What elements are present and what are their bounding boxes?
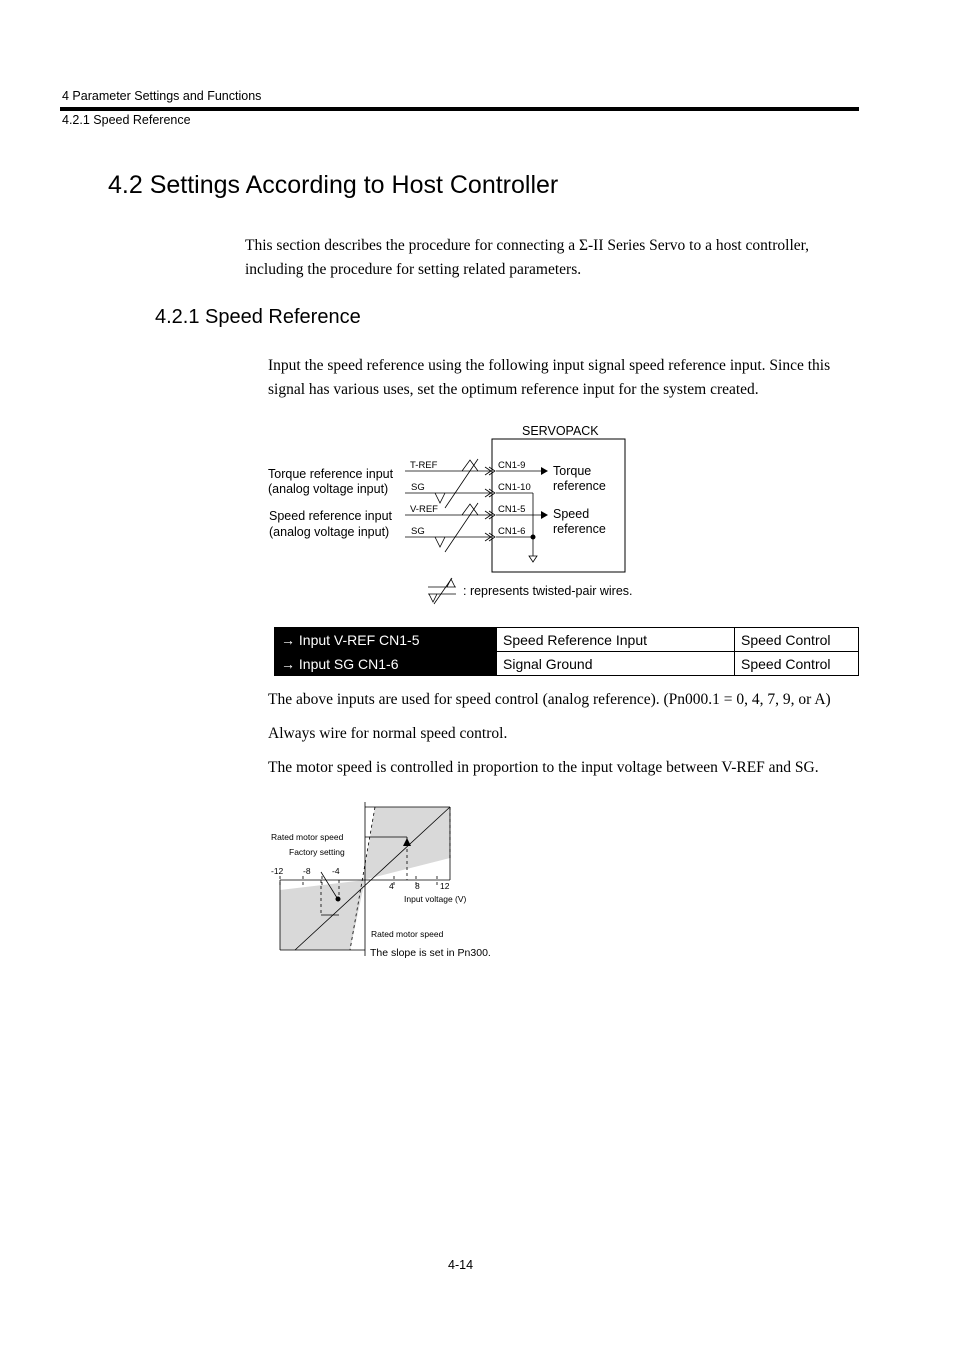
motor-speed-paragraph: The motor speed is controlled in proportion to the input voltage between V-REF and SG. [268, 759, 819, 776]
signal-cell: → Input V-REF CN1-5 [275, 628, 497, 652]
tick-label: 4 [389, 881, 394, 891]
signal-cell: → Input SG CN1-6 [275, 652, 497, 676]
twisted-pair-legend-icon [428, 578, 456, 604]
slope-note: The slope is set in Pn300. [370, 947, 491, 959]
speed-output-sublabel: reference [553, 522, 606, 536]
header-chapter: 4 Parameter Settings and Functions [62, 89, 262, 103]
speed-voltage-graph [0, 790, 954, 970]
signal-name-cell: Speed Reference Input [497, 628, 735, 652]
pin-cn1-5: CN1-5 [498, 504, 526, 515]
tick-label: -12 [271, 866, 284, 876]
tick-label: 12 [440, 881, 450, 891]
section-heading: 4.2.1 Speed Reference [155, 306, 361, 328]
control-mode-cell: Speed Control [735, 628, 859, 652]
intro-paragraph: This section describes the procedure for connecting a Σ-II Series Servo to a host controller, including the procedure for setting related parameters. [245, 237, 810, 278]
torque-output-sublabel: reference [553, 479, 606, 493]
tick-label: -4 [332, 866, 340, 876]
pin-cn1-10: CN1-10 [498, 482, 531, 493]
table-row [275, 628, 859, 652]
analog-reference-paragraph: The above inputs are used for speed control (analog reference). (Pn000.1 = 0, 4, 7, 9, or A) [268, 691, 831, 708]
torque-input-sublabel: (analog voltage input) [268, 482, 389, 496]
signal-vref: V-REF [410, 504, 438, 515]
twisted-pair-legend: : represents twisted-pair wires. [463, 584, 633, 598]
torque-input-label: Torque reference input [268, 467, 394, 481]
signal-tref: T-REF [410, 460, 438, 471]
servopack-title: SERVOPACK [522, 424, 599, 438]
ground-icon [529, 556, 537, 562]
tick-label: -8 [303, 866, 311, 876]
factory-marker-icon [336, 897, 341, 902]
speed-arrow-icon [541, 511, 548, 519]
header-section: 4.2.1 Speed Reference [62, 113, 191, 127]
control-mode-cell: Speed Control [735, 652, 859, 676]
rated-speed-top-label: Rated motor speed [271, 832, 344, 842]
signal-table [274, 627, 859, 676]
torque-arrow-icon [541, 467, 548, 475]
wiring-note-paragraph: Always wire for normal speed control. [268, 725, 508, 742]
wiring-diagram [0, 0, 954, 620]
page-number: 4-14 [448, 1258, 474, 1272]
table-row [275, 652, 859, 676]
section-intro-paragraph: Input the speed reference using the following input signal speed reference input. Since this signal has various uses, set the optimum reference input for the system created. [268, 357, 831, 398]
page-title: 4.2 Settings According to Host Controller [108, 171, 559, 199]
rated-speed-bottom-label: Rated motor speed [371, 929, 444, 939]
speed-input-sublabel: (analog voltage input) [269, 525, 390, 539]
x-axis-label: Input voltage (V) [404, 894, 467, 904]
torque-output-label: Torque [553, 464, 592, 478]
junction-dot [531, 535, 536, 540]
factory-setting-label: Factory setting [289, 847, 345, 857]
pin-cn1-6: CN1-6 [498, 526, 526, 537]
tick-label: 8 [415, 881, 420, 891]
signal-name-cell: Signal Ground [497, 652, 735, 676]
speed-output-label: Speed [553, 507, 590, 521]
signal-sg-2: SG [411, 526, 425, 537]
signal-sg-1: SG [411, 482, 425, 493]
pin-cn1-9: CN1-9 [498, 460, 526, 471]
speed-input-label: Speed reference input [269, 509, 393, 523]
